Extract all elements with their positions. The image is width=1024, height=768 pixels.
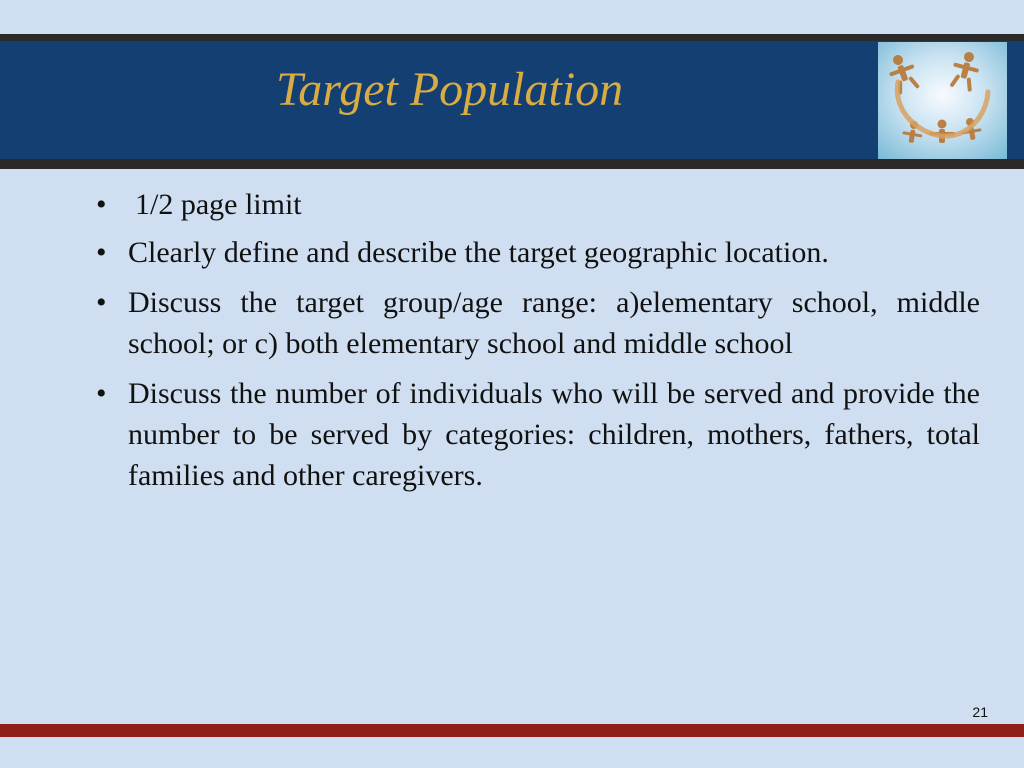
people-holding-hands-circle-icon xyxy=(878,42,1007,159)
bullet-item xyxy=(94,232,980,273)
top-dark-rule xyxy=(0,34,1024,41)
bullet-marker: • xyxy=(96,188,107,221)
bullet-marker: • xyxy=(96,236,107,269)
bullet-marker: • xyxy=(96,286,107,319)
footer-rule xyxy=(0,724,1024,737)
bullet-text: 1/2 page limit xyxy=(135,188,302,221)
header-bottom-rule xyxy=(0,159,1024,169)
bullet-item xyxy=(94,373,980,496)
slide-title: Target Population xyxy=(276,63,624,116)
bullet-text: Clearly define and describe the target geographic location. xyxy=(128,236,829,269)
slide-number: 21 xyxy=(972,704,988,720)
bullet-item xyxy=(94,184,980,225)
bullet-marker: • xyxy=(96,377,107,410)
bullet-text: Discuss the target group/age range: a)elementary school, middle school; or c) both elementary school and middle school xyxy=(128,286,980,360)
bullet-text: Discuss the number of individuals who will be served and provide the number to be served by categories: children, mothers, fathers, total families and other caregivers. xyxy=(128,377,980,492)
bullet-list xyxy=(94,184,980,505)
bullet-item xyxy=(94,282,980,364)
